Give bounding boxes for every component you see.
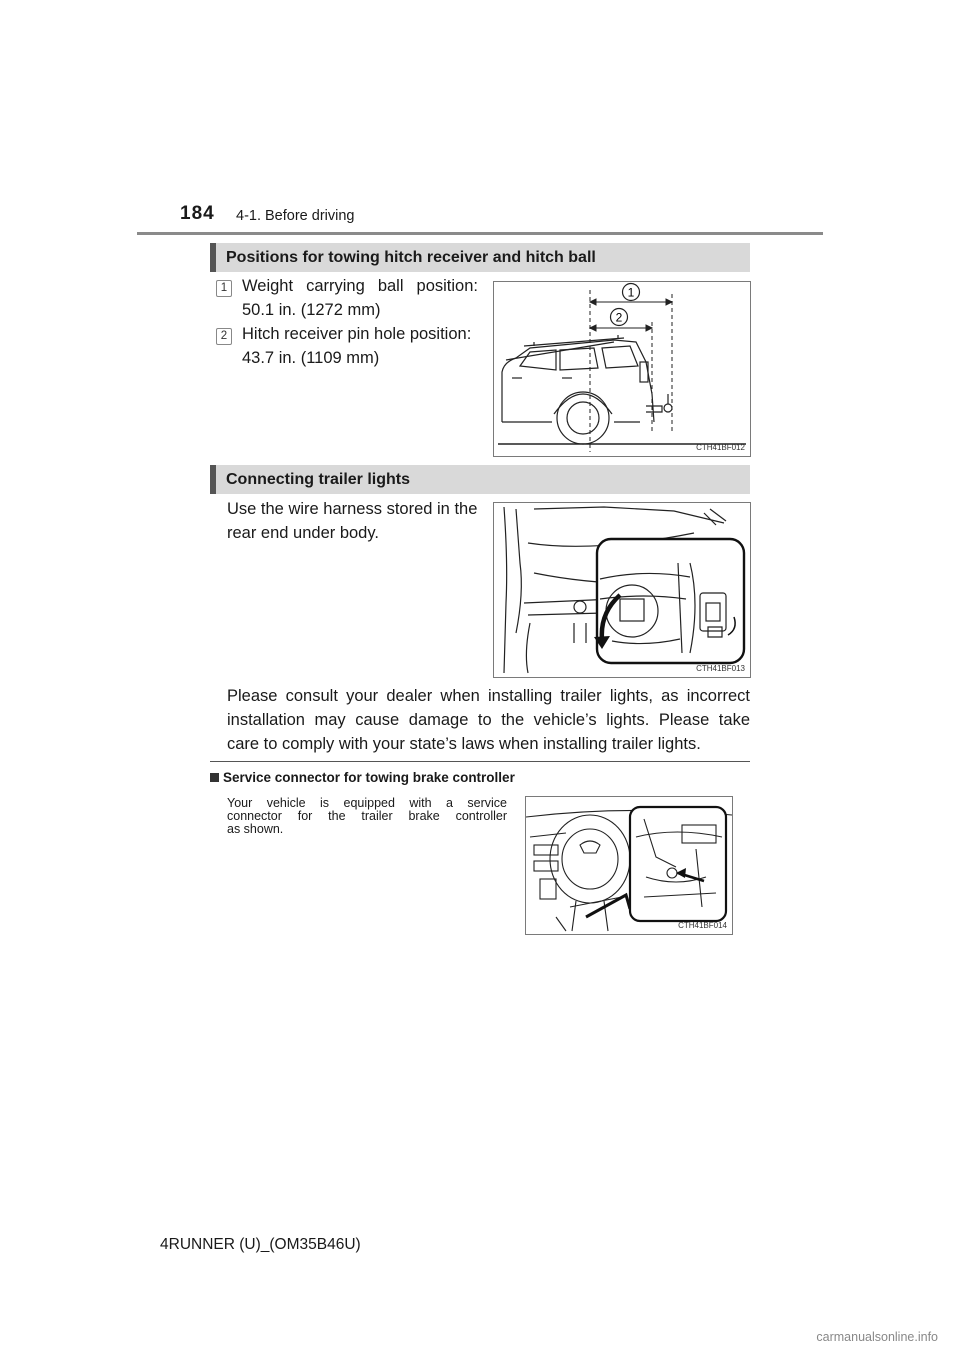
service-text-line2: connector for the trailer brake controller bbox=[227, 809, 507, 823]
watermark: carmanualsonline.info bbox=[816, 1330, 938, 1344]
section-breadcrumb: 4-1. Before driving bbox=[236, 208, 355, 224]
harness-intro-line1: Use the wire harness stored in the bbox=[227, 500, 478, 518]
item-number-1: 1 bbox=[216, 280, 232, 297]
service-connector-figure bbox=[525, 796, 733, 935]
footer-model-code: 4RUNNER (U)_(OM35B46U) bbox=[160, 1236, 361, 1253]
figure-code: CTH41BF014 bbox=[678, 921, 727, 930]
service-text-line3: as shown. bbox=[227, 822, 284, 836]
subsection-rule bbox=[210, 761, 750, 762]
service-text-line1: Your vehicle is equipped with a service bbox=[227, 796, 507, 810]
pin-hole-position-value: 43.7 in. (1109 mm) bbox=[242, 349, 380, 367]
wire-harness-figure bbox=[493, 502, 751, 678]
page-number: 184 bbox=[180, 203, 215, 224]
suv-side-view-illustration bbox=[494, 282, 750, 456]
square-bullet-icon bbox=[210, 773, 219, 782]
callout-1: 1 bbox=[627, 285, 635, 300]
steering-column-illustration bbox=[526, 797, 732, 934]
dealer-note-line2: installation may cause damage to the vehicle’s lights. Please take bbox=[227, 711, 750, 729]
pin-hole-position-label: Hitch receiver pin hole position: bbox=[242, 325, 472, 343]
harness-intro-line2: rear end under body. bbox=[227, 524, 379, 542]
rear-underbody-illustration bbox=[494, 503, 750, 677]
ball-position-label: Weight carrying ball position: bbox=[242, 277, 478, 295]
section-heading-hitch: Positions for towing hitch receiver and hitch ball bbox=[210, 243, 750, 272]
item-number-2: 2 bbox=[216, 328, 232, 345]
subsection-heading-service-connector bbox=[210, 770, 515, 785]
ball-position-value: 50.1 in. (1272 mm) bbox=[242, 301, 381, 319]
dealer-note-line1: Please consult your dealer when installing trailer lights, as incorrect bbox=[227, 687, 750, 705]
section-heading-lights: Connecting trailer lights bbox=[210, 465, 750, 494]
header-rule bbox=[137, 232, 823, 235]
figure-code: CTH41BF013 bbox=[696, 664, 745, 673]
hitch-position-figure bbox=[493, 281, 751, 457]
callout-2: 2 bbox=[615, 310, 623, 325]
dealer-note-line3: care to comply with your state’s laws when installing trailer lights. bbox=[227, 735, 701, 753]
subsection-title: Service connector for towing brake controller bbox=[223, 770, 515, 785]
figure-code: CTH41BF012 bbox=[696, 443, 745, 452]
